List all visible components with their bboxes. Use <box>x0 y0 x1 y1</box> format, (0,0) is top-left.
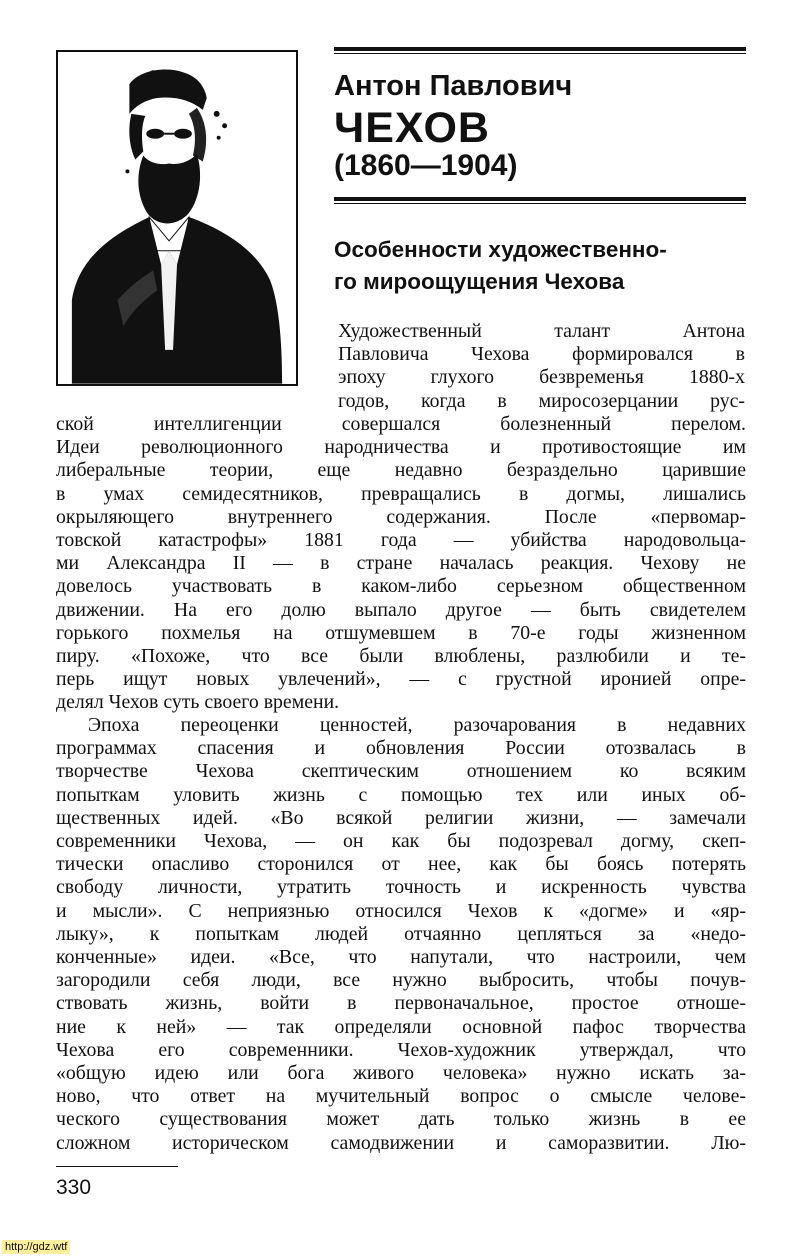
page-number: 330 <box>56 1176 92 1199</box>
text-line: Художественный талант Антона <box>338 320 745 342</box>
text-line: свободу личности, утратить точность и искренность чувства <box>56 876 746 899</box>
text-line: ние к ней» — так определяли основной пафос творчества <box>56 1015 746 1038</box>
text-line: ново, что ответ на мучительный вопрос о смысле челове- <box>56 1085 746 1108</box>
text-line: сложном историческом самодвижении и саморазвитии. Лю- <box>56 1131 746 1154</box>
footer-rule <box>56 1166 178 1167</box>
text-line: делял Чехов суть своего времени. <box>56 691 340 714</box>
author-surname: ЧЕХОВ <box>334 104 490 152</box>
header-rule-top-thick <box>334 47 746 51</box>
intro-text-narrow <box>338 320 745 413</box>
text-line: творчестве Чехова скептическим отношением ко всяким <box>56 760 746 783</box>
text-line: современники Чехова, — он как бы подозревал догму, скеп- <box>56 830 746 853</box>
text-line: Эпоха переоценки ценностей, разочарования в недавних <box>88 714 746 736</box>
text-line: ской интеллигенции совершался болезненный перелом. <box>56 413 746 435</box>
text-line: тически опасливо сторонился от нее, как бы боясь потерять <box>56 853 746 876</box>
text-line: окрыляющего внутреннего содержания. После «первомар- <box>56 505 746 528</box>
portrait-frame <box>56 50 298 386</box>
paragraph-1 <box>56 413 746 715</box>
text-line: товской катастрофы» 1881 года — убийства народовольца- <box>56 529 746 552</box>
text-line: и мысли». С неприязнью относился Чехов к «догме» и «яр- <box>56 899 746 922</box>
section-title-line: Особенности художественно- <box>334 237 667 262</box>
chekhov-portrait-image <box>58 52 296 384</box>
text-line: пиру. «Похоже, что все были влюблены, разлюбили и те- <box>56 645 746 668</box>
text-line: перь ищут новых увлечений», — с грустной иронией опре- <box>56 668 746 691</box>
paragraph-2 <box>56 714 746 1155</box>
header-rule-top-thin <box>334 53 746 54</box>
section-title-line: го мироощущения Чехова <box>334 269 625 294</box>
text-line: ствовать жизнь, войти в первоначальное, простое отноше- <box>56 992 746 1015</box>
text-line: программах спасения и обновления России отозвалась в <box>56 737 746 760</box>
text-line: эпоху глухого безвременья 1880-х <box>338 366 745 389</box>
text-line: ческого существования может дать только жизнь в ее <box>56 1108 746 1131</box>
source-link[interactable]: http://gdz.wtf <box>2 1240 70 1254</box>
text-line: загородили себя люди, все нужно выбросить, чтобы почув- <box>56 969 746 992</box>
text-line: попыткам уловить жизнь с помощью тех или иных об- <box>56 783 746 806</box>
text-line: в умах семидесятников, превращались в догмы, лишались <box>56 482 746 505</box>
header-rule-bottom-thick <box>334 197 746 201</box>
text-line: довелось участвовать в каком-либо серьезном общественном <box>56 575 746 598</box>
section-title <box>334 234 754 298</box>
text-line: Идеи революционного народничества и противостоящие им <box>56 436 746 459</box>
header-rule-bottom-thin <box>334 203 746 204</box>
author-name: Антон Павлович <box>334 70 573 102</box>
text-line: ми Александра II — в стране началась реакция. Чехову не <box>56 552 746 575</box>
text-line: годов, когда в миросозерцании рус- <box>338 389 745 412</box>
text-line: либеральные теории, еще недавно безраздельно царившие <box>56 459 746 482</box>
text-line: конченные» идеи. «Все, что напутали, что настроили, чем <box>56 946 746 969</box>
text-line: щественных идей. «Во всякой религии жизни, — замечали <box>56 806 746 829</box>
text-line: лыку», к попыткам людей отчаянно цепляться за «недо- <box>56 922 746 945</box>
text-line: горького похмелья на отшумевшем в 70-е годы жизненном <box>56 621 746 644</box>
text-line: Чехова его современники. Чехов-художник утверждал, что <box>56 1038 746 1061</box>
author-life-dates: (1860—1904) <box>334 149 518 182</box>
text-line: движении. На его долю выпало другое — быть свидетелем <box>56 598 746 621</box>
text-line: Павловича Чехова формировался в <box>338 343 745 366</box>
text-line: «общую идею или бога живого человека» нужно искать за- <box>56 1062 746 1085</box>
